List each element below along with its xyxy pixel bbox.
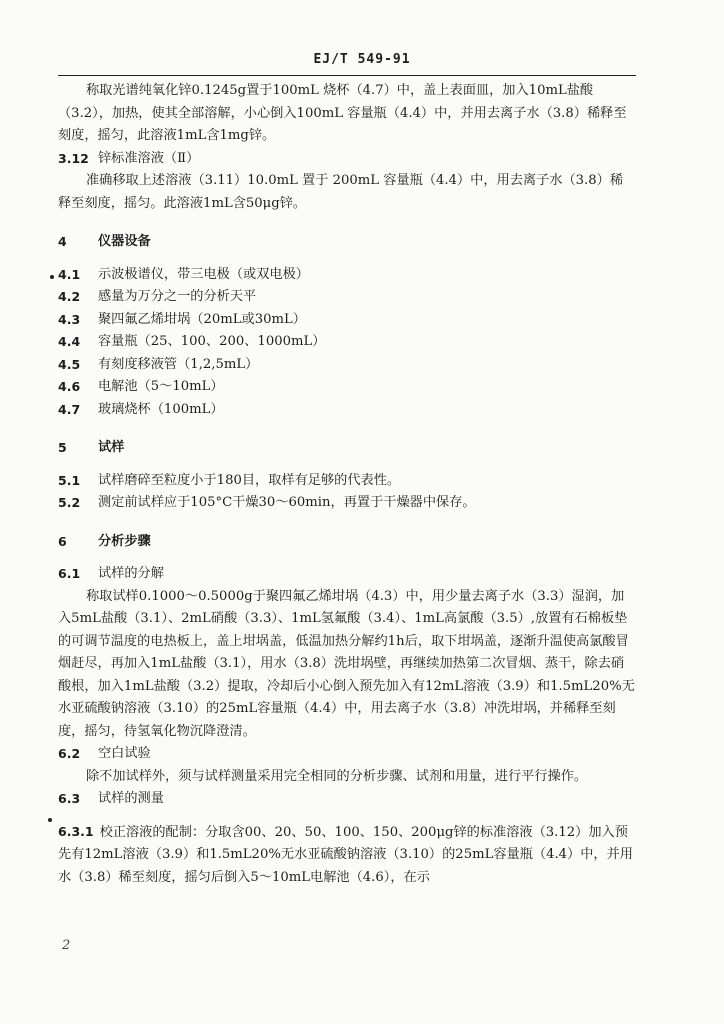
item-text: 容量瓶（25、100、200、1000mL） [98, 334, 326, 349]
paragraph-6-1: 称取试样0.1000～0.5000g于聚四氟乙烯坩埚（4.3）中，用少量去离子水（3.3）湿润，加入5mL盐酸（3.1）、2mL硝酸（3.3）、1mL氢氟酸（3.4）、1mL高氯酸（3.5）,放置有石棉板垫的可调节温度的电热板上，盖上坩埚盖，低温加热分解约1h后，取下坩埚盖，逐渐升温使高氯酸冒烟赶尽，再加入1mL盐酸（3.1），用水（3.8）洗坩埚壁，再继续加热第二次冒烟、蒸干，除去硝酸根，加入1mL盐酸（3.2）提取，冷却后小心倒入预先加入有12mL溶液（3.9）和1.5mL20%无水亚硫酸钠溶液（3.10）的25mL容量瓶（4.4）中，用去离子水（3.8）冲洗坩埚，并稀释至刻度，摇匀，待氢氧化物沉降澄清。 [58, 588, 635, 739]
page-body [58, 80, 636, 889]
section-6-2-heading [58, 743, 636, 766]
list-item [58, 331, 636, 354]
list-item [58, 264, 636, 287]
section-number: 6.2 [58, 746, 81, 761]
section-4-heading [58, 231, 636, 254]
paragraph-6-2: 除不加试样外，须与试样测量采用完全相同的分析步骤、试剂和用量，进行平行操作。 [86, 768, 588, 784]
item-text: 电解池（5～10mL） [98, 379, 224, 394]
document-code: EJ/T 549-91 [313, 52, 411, 67]
section-6-1-heading [58, 563, 636, 586]
item-number: 4.6 [58, 379, 81, 394]
item-text: 感量为万分之一的分析天平 [98, 289, 257, 304]
section-number: 3.12 [58, 150, 89, 166]
item-text: 聚四氟乙烯坩埚（20mL或30mL） [98, 311, 306, 327]
section-5-heading [58, 437, 636, 460]
item-text: 有刻度移液管（1,2,5mL） [98, 356, 259, 372]
section-number: 4 [58, 234, 67, 249]
section-title: 分析步骤 [98, 533, 151, 549]
item-text: 玻璃烧杯（100mL） [98, 401, 224, 417]
item-number: 5.2 [58, 495, 81, 510]
list-item [58, 309, 636, 332]
list-item [58, 354, 636, 377]
paragraph-3-11: 称取光谱纯氧化锌0.1245g置于100mL 烧杯（4.7）中，盖上表面皿，加入10mL盐酸（3.2），加热，使其全部溶解，小心倒入100mL 容量瓶（4.4）中，并用去离子水（3.8）稀释至刻度，摇匀，此溶液1mL含1mg锌。 [58, 83, 627, 143]
item-number: 4.5 [58, 356, 81, 372]
section-title: 锌标准溶液（Ⅱ） [98, 150, 200, 166]
section-number: 6 [58, 533, 67, 549]
list-item [58, 376, 636, 399]
item-number: 4.2 [58, 289, 81, 304]
section-title: 仪器设备 [98, 234, 151, 249]
item-number: 4.3 [58, 311, 81, 327]
section-number: 6.3 [58, 791, 81, 806]
paragraph-3-12: 准确移取上述溶液（3.11）10.0mL 置于 200mL 容量瓶（4.4）中，用去离子水（3.8）稀释至刻度，摇匀。此溶液1mL含50μg锌。 [58, 173, 624, 211]
item-text: 示波极谱仪，带三电极（或双电极） [98, 266, 309, 282]
item-number: 5.1 [58, 472, 81, 488]
section-number: 6.1 [58, 566, 81, 581]
section-3-12-heading [58, 148, 636, 171]
section-title: 试样 [98, 440, 125, 455]
paragraph-6-3-1 [58, 821, 636, 890]
paragraph-text: 校正溶液的配制：分取含00、20、50、100、150、200μg锌的标准溶液（3.12）加入预先有12mL溶液（3.9）和1.5mL20%无水亚硫酸钠溶液（3.10）的25mL容量瓶（4.4）中，并用水（3.8）稀至刻度，摇匀后倒入5～10mL电解池（4.6），在示 [58, 824, 633, 885]
section-6-heading [58, 531, 636, 554]
section-title: 试样的分解 [98, 566, 164, 581]
section-title: 试样的测量 [98, 791, 164, 806]
section-number: 6.3.1 [58, 823, 94, 839]
item-number: 4.1 [58, 266, 81, 282]
item-number: 4.4 [58, 334, 81, 349]
item-text: 测定前试样应于105°C干燥30～60min，再置于干燥器中保存。 [98, 495, 476, 510]
scan-speck [50, 275, 54, 279]
list-item [58, 470, 636, 493]
scan-speck [48, 818, 52, 822]
section-title: 空白试验 [98, 746, 151, 761]
section-6-3-heading [58, 788, 636, 811]
item-text: 试样磨碎至粒度小于180目，取样有足够的代表性。 [98, 472, 401, 488]
page-number: 2 [62, 938, 71, 953]
list-item [58, 286, 636, 309]
item-number: 4.7 [58, 401, 81, 417]
list-item [58, 492, 636, 515]
section-number: 5 [58, 440, 67, 455]
list-item [58, 399, 636, 422]
header-rule [58, 75, 636, 76]
